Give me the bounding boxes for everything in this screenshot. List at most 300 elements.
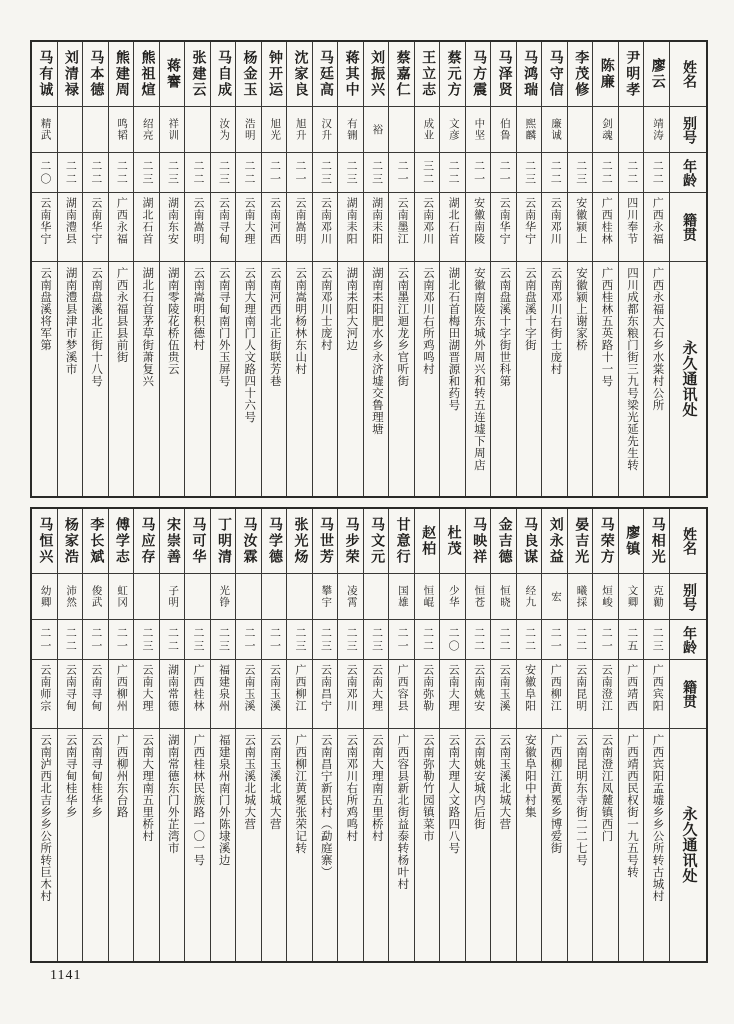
entry-column: [415, 42, 441, 496]
origin-cell: 云南大理: [236, 192, 261, 261]
entry-column: [619, 509, 645, 961]
entry-column: [32, 42, 58, 496]
address-cell: 广西宾阳孟墟乡乡公所转古城村: [644, 728, 669, 961]
address-cell: 福建泉州南门外陈埭溪边: [211, 728, 236, 961]
address-cell: 湖南零陵花桥伍贵云: [160, 261, 185, 496]
name-cell: 马有诚: [37, 50, 53, 98]
address-cell: 云南姚安城内后街: [466, 728, 491, 961]
age-cell: 二三: [134, 619, 159, 659]
alias-cell: 廉诚: [542, 106, 567, 152]
entry-column: [644, 42, 670, 496]
address-cell: 云南邓川士庞村: [313, 261, 338, 496]
age-cell: 二二: [644, 152, 669, 192]
header-name-label: 姓名: [681, 60, 696, 88]
name-cell: 廖镇: [624, 525, 640, 557]
alias-cell: 国雄: [389, 573, 414, 619]
entry-column: [287, 509, 313, 961]
alias-cell: [83, 106, 108, 152]
origin-cell: 湖北石首: [134, 192, 159, 261]
name-cell: 熊建周: [113, 50, 129, 98]
origin-cell: 安徽颍上: [568, 192, 593, 261]
alias-cell: 经九: [517, 573, 542, 619]
name-cell: 蒋謇: [164, 58, 180, 90]
address-cell: 云南河西北正街联芳巷: [262, 261, 287, 496]
alias-cell: 精武: [32, 106, 57, 152]
alias-cell: 文彦: [440, 106, 465, 152]
address-cell: 云南昆明东寺街二二七号: [568, 728, 593, 961]
entry-column: [287, 42, 313, 496]
name-cell: 马可华: [190, 517, 206, 565]
age-cell: 二五: [619, 619, 644, 659]
age-cell: 二二: [568, 619, 593, 659]
origin-cell: 云南玉溪: [262, 659, 287, 728]
address-cell: 云南邓川右所鸡鸣村: [415, 261, 440, 496]
address-cell: 云南嵩明积德村: [185, 261, 210, 496]
entry-column: [185, 509, 211, 961]
name-cell: 宋崇善: [164, 517, 180, 565]
alias-cell: 浩明: [236, 106, 261, 152]
header-origin-label: 籍贯: [670, 659, 706, 728]
entry-column: [415, 509, 441, 961]
header-name-label: 姓名: [681, 527, 696, 555]
entry-column: [262, 509, 288, 961]
age-cell: 二一: [389, 619, 414, 659]
address-cell: 云南盘溪十字街世科第: [491, 261, 516, 496]
name-cell: 马步荣: [343, 517, 359, 565]
name-cell: 尹明孝: [624, 50, 640, 98]
age-cell: 二二: [517, 619, 542, 659]
header-address-label: 永久通讯处: [670, 261, 706, 496]
alias-cell: 克勷: [644, 573, 669, 619]
age-cell: 二三: [338, 152, 363, 192]
entry-column: [211, 509, 237, 961]
address-cell: 湖南耒阳肥水乡永济墟交鲁理塘: [364, 261, 389, 496]
alias-cell: 文卿: [619, 573, 644, 619]
entry-column: [466, 42, 492, 496]
alias-cell: 恒苍: [466, 573, 491, 619]
name-cell: 蔡元方: [445, 50, 461, 98]
origin-cell: 湖北石首: [440, 192, 465, 261]
age-cell: 二三: [211, 152, 236, 192]
entry-column: [58, 509, 84, 961]
entry-column: [517, 509, 543, 961]
alias-cell: 汝为: [211, 106, 236, 152]
address-cell: 云南弥勒竹园镇菜市: [415, 728, 440, 961]
roster-table-bottom: [30, 507, 708, 963]
address-cell: 云南寻甸桂华乡: [83, 728, 108, 961]
name-cell: 傅学志: [113, 517, 129, 565]
alias-cell: 靖涛: [644, 106, 669, 152]
name-cell: 马自成: [215, 50, 231, 98]
age-cell: 二一: [466, 152, 491, 192]
header-origin-label: 籍贯: [670, 192, 706, 261]
alias-cell: 成业: [415, 106, 440, 152]
name-cell: 马世芳: [318, 517, 334, 565]
name-cell: 马文元: [369, 517, 385, 565]
origin-cell: 云南昆明: [568, 659, 593, 728]
origin-cell: 云南大理: [440, 659, 465, 728]
entry-column: [236, 509, 262, 961]
age-cell: 二一: [491, 152, 516, 192]
origin-cell: 广西柳州: [109, 659, 134, 728]
age-cell: 二二: [593, 152, 618, 192]
origin-cell: 云南寻甸: [83, 659, 108, 728]
alias-cell: 恒晓: [491, 573, 516, 619]
alias-cell: 旭升: [287, 106, 312, 152]
origin-cell: 云南大理: [364, 659, 389, 728]
origin-cell: 安徽阜阳: [517, 659, 542, 728]
age-cell: 二二: [185, 152, 210, 192]
name-cell: 晏吉光: [573, 517, 589, 565]
address-cell: 云南泸西北吉乡乡公所转巨木村: [32, 728, 57, 961]
origin-cell: 云南大理: [134, 659, 159, 728]
origin-cell: 广西桂林: [593, 192, 618, 261]
alias-cell: 旭光: [262, 106, 287, 152]
alias-cell: 宏: [542, 573, 567, 619]
age-cell: 二三: [338, 619, 363, 659]
address-cell: 安徽阜阳中村集: [517, 728, 542, 961]
address-cell: 湖北石首茅草街萧复兴: [134, 261, 159, 496]
alias-cell: 剑魂: [593, 106, 618, 152]
entry-column: [491, 42, 517, 496]
address-cell: 云南嵩明杨林东山村: [287, 261, 312, 496]
entry-column: [313, 509, 339, 961]
address-cell: 云南大理南门人文路四十六号: [236, 261, 261, 496]
age-cell: 二二: [491, 619, 516, 659]
alias-cell: 子明: [160, 573, 185, 619]
name-cell: 熊祖煊: [139, 50, 155, 98]
age-cell: 二一: [109, 619, 134, 659]
alias-cell: 祥训: [160, 106, 185, 152]
name-cell: 杨家浩: [62, 517, 78, 565]
address-cell: 广西柳江黄冕张荣记转: [287, 728, 312, 961]
origin-cell: 湖南耒阳: [364, 192, 389, 261]
entry-column: [134, 509, 160, 961]
address-cell: 云南墨江迴龙乡官听街: [389, 261, 414, 496]
origin-cell: 安徽南陵: [466, 192, 491, 261]
age-cell: 二一: [593, 619, 618, 659]
alias-cell: 有铏: [338, 106, 363, 152]
age-cell: 二一: [287, 152, 312, 192]
name-cell: 刘振兴: [369, 50, 385, 98]
entry-column: [542, 509, 568, 961]
name-cell: 马应存: [139, 517, 155, 565]
alias-cell: 鸣韬: [109, 106, 134, 152]
header-alias-label: 别号: [670, 106, 706, 152]
entry-column: [109, 42, 135, 496]
age-cell: 二二: [466, 619, 491, 659]
alias-cell: 少华: [440, 573, 465, 619]
alias-cell: 虹冈: [109, 573, 134, 619]
entry-column: [364, 42, 390, 496]
address-cell: 云南大理南五里桥村: [134, 728, 159, 961]
entry-column: [389, 509, 415, 961]
entry-column: [262, 42, 288, 496]
origin-cell: 云南华宁: [83, 192, 108, 261]
alias-cell: 中坚: [466, 106, 491, 152]
entry-column: [644, 509, 670, 961]
origin-cell: 广西柳江: [287, 659, 312, 728]
name-cell: 马本德: [88, 50, 104, 98]
address-cell: 云南盘溪北正街十八号: [83, 261, 108, 496]
alias-cell: 幼卿: [32, 573, 57, 619]
age-cell: 二三: [364, 619, 389, 659]
alias-cell: [185, 573, 210, 619]
origin-cell: 广西永福: [644, 192, 669, 261]
address-cell: 安徽南陵东城外周兴和转五连墟下周店: [466, 261, 491, 496]
age-cell: 二一: [32, 619, 57, 659]
entry-column: [338, 42, 364, 496]
header-column: [670, 509, 706, 961]
name-cell: 金吉德: [496, 517, 512, 565]
name-cell: 李茂修: [573, 50, 589, 98]
entry-column: [491, 509, 517, 961]
name-cell: 马方震: [471, 50, 487, 98]
age-cell: 二三: [134, 152, 159, 192]
alias-cell: 裕: [364, 106, 389, 152]
origin-cell: 云南寻甸: [211, 192, 236, 261]
name-cell: 沈家良: [292, 50, 308, 98]
age-cell: 二〇: [32, 152, 57, 192]
origin-cell: 四川奉节: [619, 192, 644, 261]
alias-cell: 曦採: [568, 573, 593, 619]
alias-cell: 攀宇: [313, 573, 338, 619]
age-cell: 二一: [236, 619, 261, 659]
address-cell: 云南盘溪将军第: [32, 261, 57, 496]
age-cell: 二三: [644, 619, 669, 659]
address-cell: 云南邓川右所鸡鸣村: [338, 728, 363, 961]
origin-cell: 广西桂林: [185, 659, 210, 728]
entry-column: [568, 42, 594, 496]
alias-cell: 熙麟: [517, 106, 542, 152]
address-cell: 云南大理南五里桥村: [364, 728, 389, 961]
origin-cell: 广西宾阳: [644, 659, 669, 728]
age-cell: 二一: [389, 152, 414, 192]
alias-cell: 凌霄: [338, 573, 363, 619]
address-cell: 广西桂林五英路十一号: [593, 261, 618, 496]
origin-cell: 广西永福: [109, 192, 134, 261]
entry-column: [185, 42, 211, 496]
alias-cell: 俊武: [83, 573, 108, 619]
address-cell: 广西容县新北街益泰转杨叶村: [389, 728, 414, 961]
header-address-label: 永久通讯处: [670, 728, 706, 961]
header-column: [670, 42, 706, 496]
alias-cell: 烜峻: [593, 573, 618, 619]
origin-cell: 广西柳江: [542, 659, 567, 728]
age-cell: 二三: [364, 152, 389, 192]
name-cell: 甘意行: [394, 517, 410, 565]
entry-column: [466, 509, 492, 961]
alias-cell: [389, 106, 414, 152]
name-cell: 马汝霖: [241, 517, 257, 565]
age-cell: 二二: [83, 152, 108, 192]
origin-cell: 云南弥勒: [415, 659, 440, 728]
age-cell: 二二: [58, 152, 83, 192]
name-cell: 李长斌: [88, 517, 104, 565]
address-cell: 广西永福大石乡水棠村公所: [644, 261, 669, 496]
age-cell: 三二: [415, 152, 440, 192]
origin-cell: 云南师宗: [32, 659, 57, 728]
age-cell: 二三: [211, 619, 236, 659]
address-cell: 云南大理人文路四八号: [440, 728, 465, 961]
entry-column: [389, 42, 415, 496]
alias-cell: [236, 573, 261, 619]
address-cell: 云南玉溪北城大营: [236, 728, 261, 961]
entry-column: [568, 509, 594, 961]
name-cell: 杜茂: [445, 525, 461, 557]
origin-cell: 云南墨江: [389, 192, 414, 261]
name-cell: 王立志: [420, 50, 436, 98]
age-cell: 二二: [160, 619, 185, 659]
origin-cell: 云南嵩明: [185, 192, 210, 261]
header-age-label: 年龄: [670, 152, 706, 192]
entry-column: [593, 42, 619, 496]
age-cell: 二三: [160, 152, 185, 192]
address-cell: 四川成都东粮门街三九号梁光延先生转: [619, 261, 644, 496]
address-cell: 湖南澧县津市梦溪市: [58, 261, 83, 496]
age-cell: 二二: [58, 619, 83, 659]
address-cell: 安徽颍上谢家桥: [568, 261, 593, 496]
alias-cell: [262, 573, 287, 619]
entry-column: [619, 42, 645, 496]
name-cell: 马守信: [547, 50, 563, 98]
page-number: 1141: [50, 968, 82, 983]
age-cell: 二三: [568, 152, 593, 192]
origin-cell: 云南澄江: [593, 659, 618, 728]
address-cell: 云南玉溪北城大营: [491, 728, 516, 961]
name-cell: 赵柏: [420, 525, 436, 557]
roster-table-top: [30, 40, 708, 498]
alias-cell: [134, 573, 159, 619]
age-cell: 二三: [313, 619, 338, 659]
alias-cell: 汉升: [313, 106, 338, 152]
name-cell: 杨金玉: [241, 50, 257, 98]
entry-column: [83, 509, 109, 961]
address-cell: 广西柳州东台路: [109, 728, 134, 961]
origin-cell: 云南华宁: [517, 192, 542, 261]
origin-cell: 云南邓川: [415, 192, 440, 261]
age-cell: 二一: [262, 152, 287, 192]
name-cell: 马恒兴: [37, 517, 53, 565]
header-age-label: 年龄: [670, 619, 706, 659]
name-cell: 廖云: [649, 58, 665, 90]
entry-column: [338, 509, 364, 961]
name-cell: 张建云: [190, 50, 206, 98]
alias-cell: 伯鲁: [491, 106, 516, 152]
age-cell: 二二: [542, 152, 567, 192]
alias-cell: [58, 106, 83, 152]
age-cell: 二三: [313, 152, 338, 192]
origin-cell: 福建泉州: [211, 659, 236, 728]
entry-column: [109, 509, 135, 961]
alias-cell: [185, 106, 210, 152]
origin-cell: 湖南东安: [160, 192, 185, 261]
name-cell: 马荣方: [598, 517, 614, 565]
origin-cell: 云南邓川: [313, 192, 338, 261]
address-cell: 广西靖西民权街一九五号转: [619, 728, 644, 961]
origin-cell: 云南昌宁: [313, 659, 338, 728]
alias-cell: [619, 106, 644, 152]
age-cell: 二二: [440, 152, 465, 192]
entry-column: [160, 509, 186, 961]
entry-column: [58, 42, 84, 496]
name-cell: 马鸿瑞: [522, 50, 538, 98]
entry-column: [440, 42, 466, 496]
origin-cell: 云南华宁: [491, 192, 516, 261]
alias-cell: [364, 573, 389, 619]
entry-column: [32, 509, 58, 961]
name-cell: 马廷高: [318, 50, 334, 98]
age-cell: 二二: [236, 152, 261, 192]
origin-cell: 云南玉溪: [491, 659, 516, 728]
age-cell: 二二: [415, 619, 440, 659]
entry-column: [211, 42, 237, 496]
address-cell: 云南澄江凤麓镇西门: [593, 728, 618, 961]
age-cell: 二二: [109, 152, 134, 192]
origin-cell: 云南邓川: [338, 659, 363, 728]
address-cell: 云南邓川右街士庞村: [542, 261, 567, 496]
address-cell: 云南玉溪北城大营: [262, 728, 287, 961]
origin-cell: 云南姚安: [466, 659, 491, 728]
origin-cell: 云南寻甸: [58, 659, 83, 728]
address-cell: 湖北石首梅田湖晋源和药号: [440, 261, 465, 496]
name-cell: 马映祥: [471, 517, 487, 565]
alias-cell: [287, 573, 312, 619]
age-cell: 二二: [619, 152, 644, 192]
name-cell: 马相光: [649, 517, 665, 565]
age-cell: 二一: [262, 619, 287, 659]
address-cell: 湖南常德东门外芷湾市: [160, 728, 185, 961]
name-cell: 蔡嘉仁: [394, 50, 410, 98]
entry-column: [440, 509, 466, 961]
entry-column: [134, 42, 160, 496]
entry-column: [542, 42, 568, 496]
origin-cell: 湖南耒阳: [338, 192, 363, 261]
name-cell: 刘永益: [547, 517, 563, 565]
origin-cell: 广西靖西: [619, 659, 644, 728]
name-cell: 马泽贤: [496, 50, 512, 98]
name-cell: 马良谋: [522, 517, 538, 565]
entry-column: [83, 42, 109, 496]
address-cell: 云南寻甸桂华乡: [58, 728, 83, 961]
address-cell: 广西桂林民族路一〇一号: [185, 728, 210, 961]
origin-cell: 云南河西: [262, 192, 287, 261]
entry-column: [517, 42, 543, 496]
address-cell: 云南寻甸南门外玉屏号: [211, 261, 236, 496]
origin-cell: 云南玉溪: [236, 659, 261, 728]
name-cell: 陈廉: [598, 58, 614, 90]
origin-cell: 广西容县: [389, 659, 414, 728]
address-cell: 云南昌宁新民村︵勐庭寨︶: [313, 728, 338, 961]
age-cell: 二三: [287, 619, 312, 659]
age-cell: 二三: [517, 152, 542, 192]
age-cell: 二〇: [440, 619, 465, 659]
age-cell: 二一: [83, 619, 108, 659]
origin-cell: 湖南澧县: [58, 192, 83, 261]
entry-column: [593, 509, 619, 961]
origin-cell: 云南嵩明: [287, 192, 312, 261]
entry-column: [236, 42, 262, 496]
entry-column: [364, 509, 390, 961]
address-cell: 广西柳江黄冕乡博爱街: [542, 728, 567, 961]
origin-cell: 湖南常德: [160, 659, 185, 728]
name-cell: 刘清禄: [62, 50, 78, 98]
alias-cell: 沛然: [58, 573, 83, 619]
age-cell: 二三: [185, 619, 210, 659]
name-cell: 蒋其中: [343, 50, 359, 98]
name-cell: 马学德: [267, 517, 283, 565]
alias-cell: 恒崐: [415, 573, 440, 619]
